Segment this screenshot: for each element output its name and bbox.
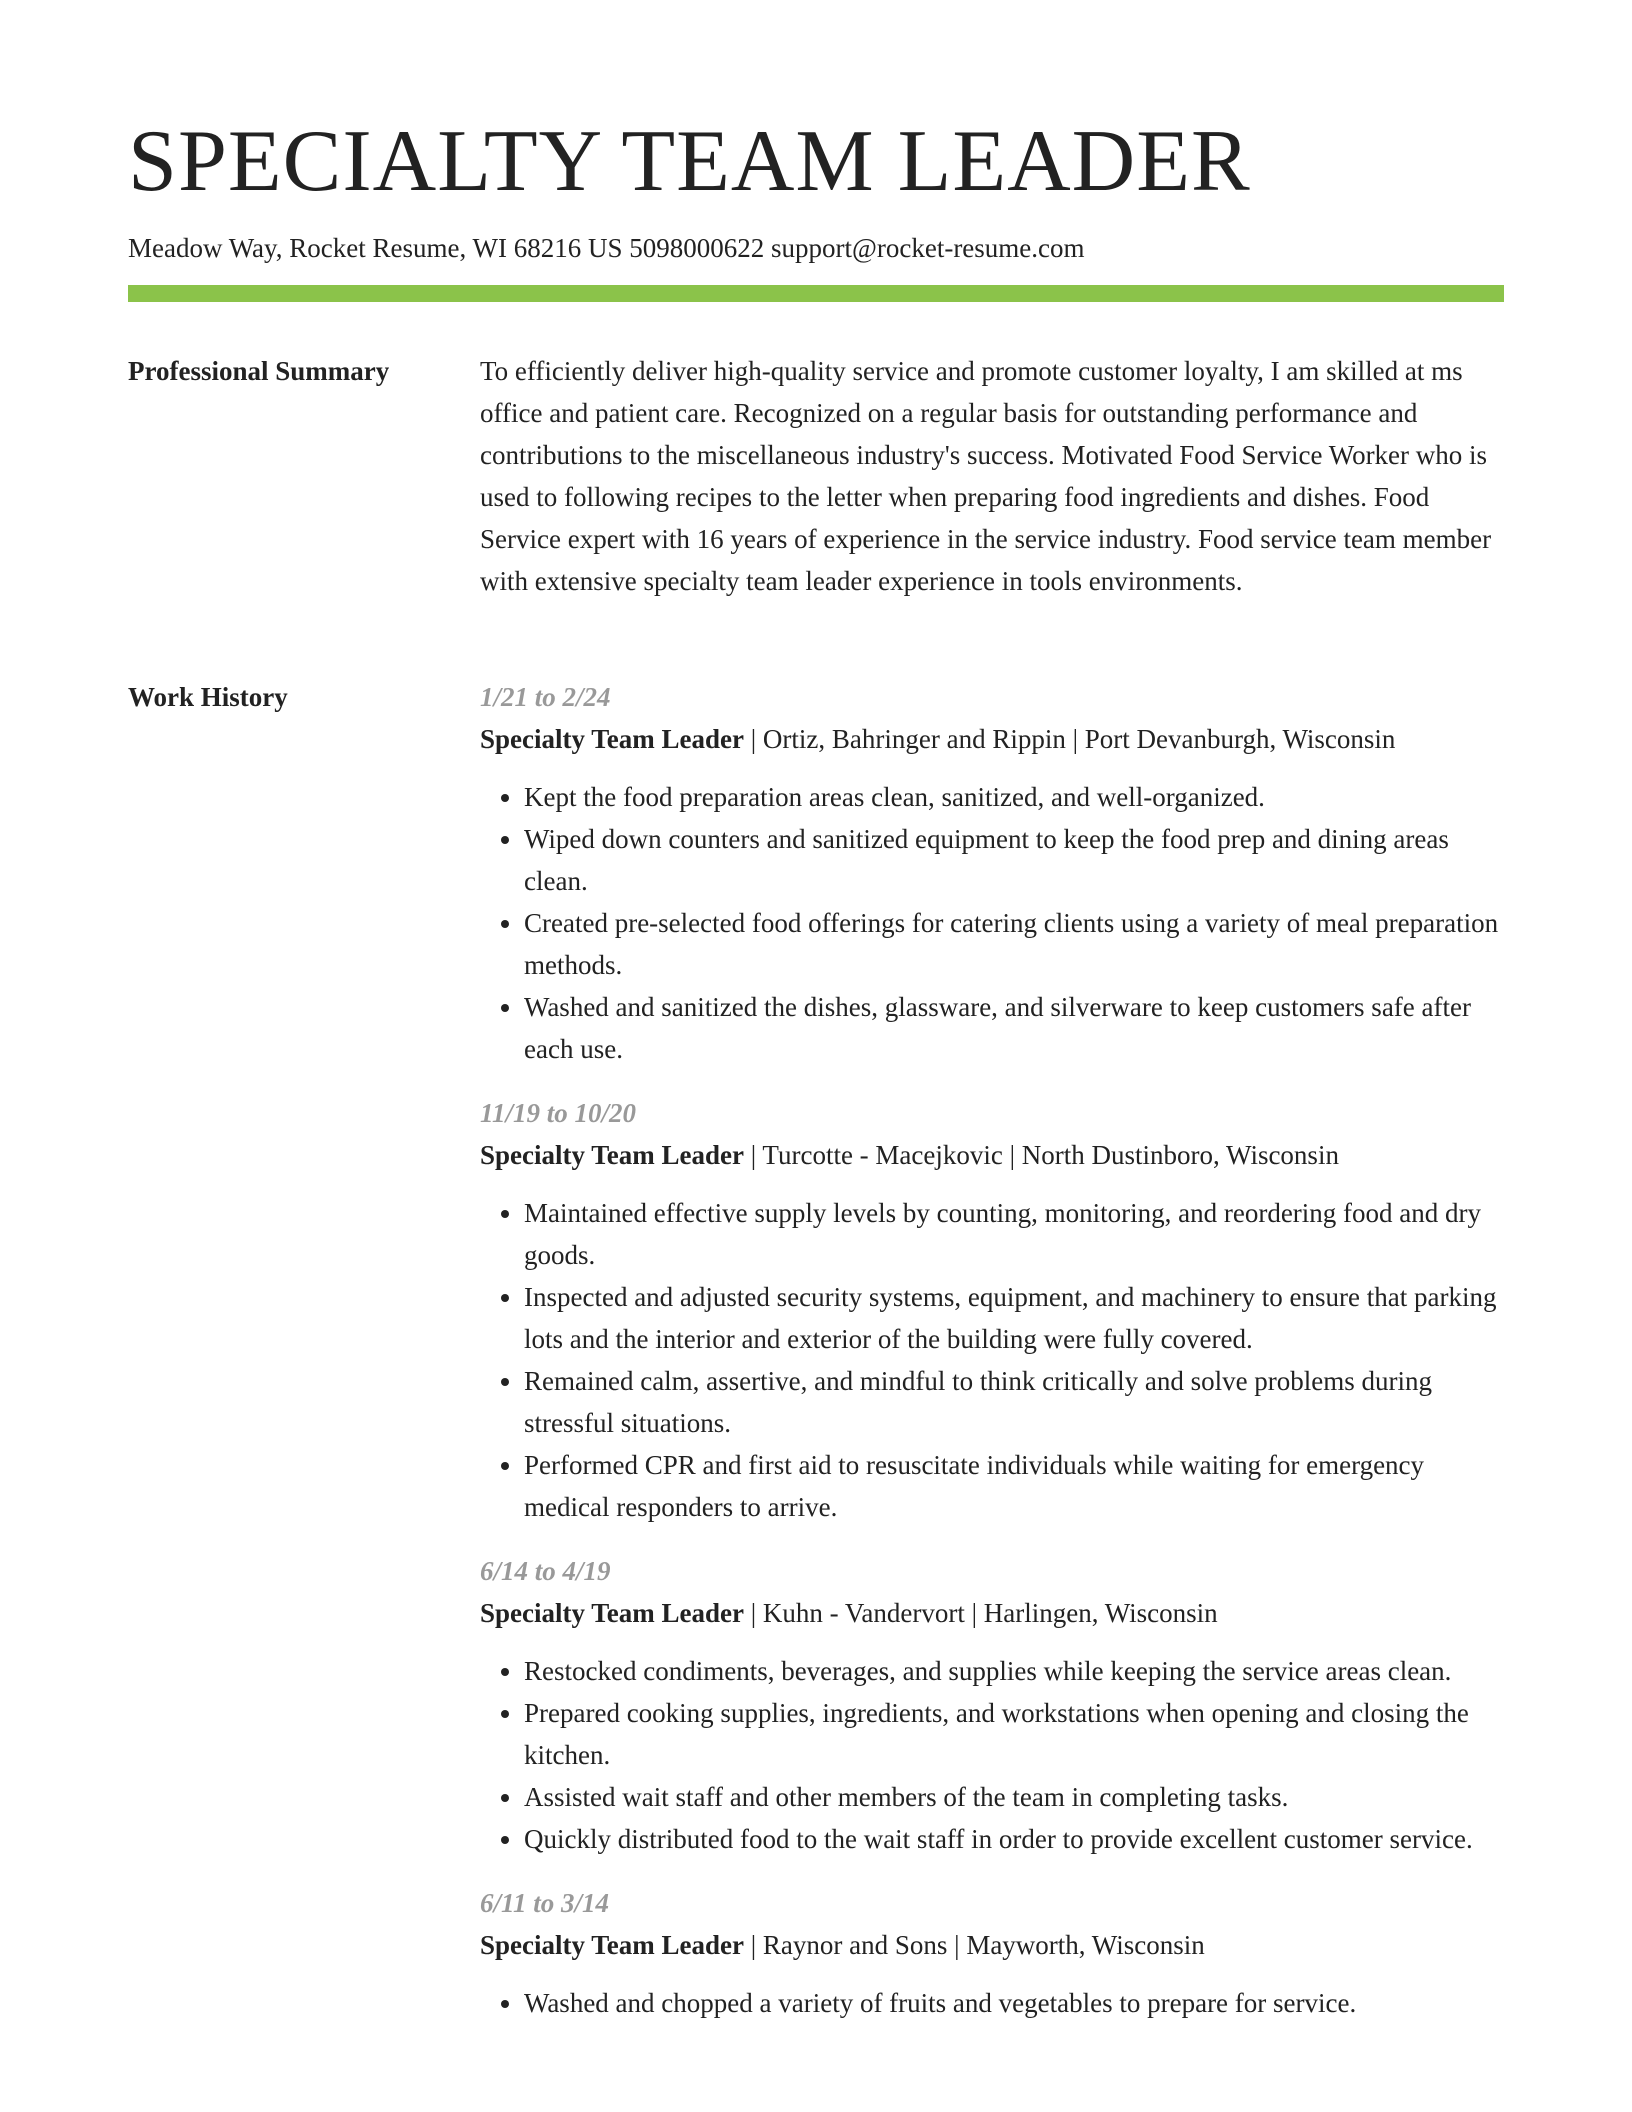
job-bullet: • Wiped down counters and sanitized equipment to keep the food prep and dining areas clean. bbox=[524, 818, 1510, 902]
job-heading bbox=[480, 718, 1510, 760]
job-company: Kuhn - Vandervort bbox=[762, 1598, 965, 1628]
separator: | bbox=[1009, 1140, 1016, 1170]
separator: | bbox=[750, 1598, 757, 1628]
separator: | bbox=[954, 1930, 960, 1960]
job-bullet-list bbox=[480, 776, 1510, 1070]
job-entry bbox=[480, 676, 1510, 1070]
job-bullet: • Washed and chopped a variety of fruits and vegetables to prepare for service. bbox=[524, 1982, 1510, 2024]
job-company: Ortiz, Bahringer and Rippin bbox=[762, 724, 1066, 754]
job-bullet-list bbox=[480, 1650, 1510, 1860]
job-bullet-list bbox=[480, 1192, 1510, 1528]
section-label-work-history: Work History bbox=[128, 682, 288, 712]
accent-rule bbox=[128, 285, 1504, 302]
job-bullet: • Inspected and adjusted security systems, equipment, and machinery to ensure that parking lots and the interior and exterior of the building were fully covered. bbox=[524, 1276, 1510, 1360]
job-bullet: • Created pre-selected food offerings for catering clients using a variety of meal preparation methods. bbox=[524, 902, 1510, 986]
job-bullet: • Kept the food preparation areas clean, sanitized, and well-organized. bbox=[524, 776, 1510, 818]
job-bullet: • Remained calm, assertive, and mindful to think critically and solve problems during stressful situations. bbox=[524, 1360, 1510, 1444]
job-bullet: • Prepared cooking supplies, ingredients, and workstations when opening and closing the kitchen. bbox=[524, 1692, 1510, 1776]
section-label-summary: Professional Summary bbox=[128, 356, 390, 386]
job-title: Specialty Team Leader bbox=[480, 1140, 744, 1170]
job-dates: 6/11 to 3/14 bbox=[480, 1888, 610, 1918]
job-heading bbox=[480, 1924, 1510, 1966]
job-location: Mayworth, Wisconsin bbox=[966, 1930, 1205, 1960]
job-title: Specialty Team Leader bbox=[480, 1930, 744, 1960]
separator: | bbox=[750, 1930, 757, 1960]
job-bullet: • Assisted wait staff and other members of the team in completing tasks. bbox=[524, 1776, 1510, 1818]
summary-text: To efficiently deliver high-quality service and promote customer loyalty, I am skilled at ms office and patient care. Recognized on a regular basis for outstanding performance and contributions to the miscellaneous industry's success. Motivated Food Service Worker who is used to following recipes to the letter when preparing food ingredients and dishes. Food Service expert with 16 years of experience in the service industry. Food service team member with extensive specialty team leader experience in tools environments. bbox=[480, 356, 1492, 596]
separator: | bbox=[1072, 724, 1078, 754]
job-company: Turcotte - Macejkovic bbox=[762, 1140, 1003, 1170]
job-bullet: • Washed and sanitized the dishes, glassware, and silverware to keep customers safe after each use. bbox=[524, 986, 1510, 1070]
work-history-list bbox=[480, 676, 1510, 2046]
job-location: Port Devanburgh, Wisconsin bbox=[1084, 724, 1396, 754]
job-company: Raynor and Sons bbox=[762, 1930, 948, 1960]
job-bullet: • Performed CPR and first aid to resuscitate individuals while waiting for emergency medical responders to arrive. bbox=[524, 1444, 1510, 1528]
job-location: North Dustinboro, Wisconsin bbox=[1021, 1140, 1339, 1170]
job-heading bbox=[480, 1134, 1510, 1176]
job-bullet: • Maintained effective supply levels by counting, monitoring, and reordering food and dry goods. bbox=[524, 1192, 1510, 1276]
job-entry bbox=[480, 1882, 1510, 2024]
separator: | bbox=[750, 1140, 757, 1170]
separator: | bbox=[971, 1598, 978, 1628]
job-dates: 6/14 to 4/19 bbox=[480, 1556, 611, 1586]
summary-body bbox=[480, 350, 1510, 602]
job-title: Specialty Team Leader bbox=[480, 724, 744, 754]
job-bullet-list bbox=[480, 1982, 1510, 2024]
separator: | bbox=[750, 724, 757, 754]
job-dates: 1/21 to 2/24 bbox=[480, 682, 611, 712]
job-entry bbox=[480, 1092, 1510, 1528]
job-title: Specialty Team Leader bbox=[480, 1598, 744, 1628]
contact-line: Meadow Way, Rocket Resume, WI 68216 US 5098000622 support@rocket-resume.com bbox=[128, 233, 1085, 263]
job-dates: 11/19 to 10/20 bbox=[480, 1098, 637, 1128]
job-heading bbox=[480, 1592, 1510, 1634]
resume-title: SPECIALTY TEAM LEADER bbox=[128, 113, 1251, 210]
job-bullet: • Quickly distributed food to the wait staff in order to provide excellent customer service. bbox=[524, 1818, 1510, 1860]
job-location: Harlingen, Wisconsin bbox=[983, 1598, 1218, 1628]
job-entry bbox=[480, 1550, 1510, 1860]
job-bullet: • Restocked condiments, beverages, and supplies while keeping the service areas clean. bbox=[524, 1650, 1510, 1692]
